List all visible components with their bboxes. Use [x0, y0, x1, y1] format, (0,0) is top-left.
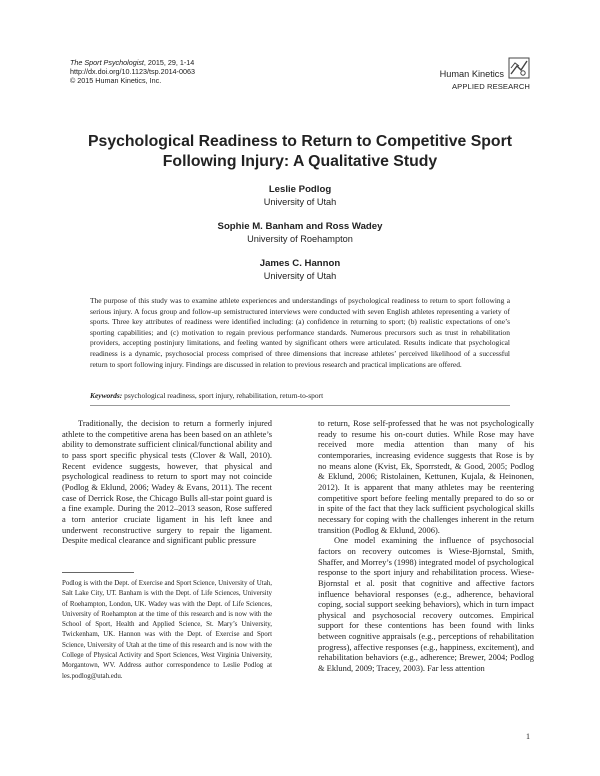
publisher-name: Human Kinetics: [439, 69, 504, 79]
author-2-affiliation: University of Roehampton: [247, 234, 353, 244]
copyright-line: © 2015 Human Kinetics, Inc.: [70, 76, 162, 85]
page-number: 1: [526, 732, 530, 741]
doi-link[interactable]: http://dx.doi.org/10.1123/tsp.2014-0063: [70, 67, 195, 76]
author-footnote: Podlog is with the Dept. of Exercise and Sport Science, University of Utah, Salt Lake City, UT. Banham is with the Dept. of Life Sciences, University of Roehampton, London, UK. Wadey was with the Dept. of Life Sciences, University of Roehampton at the time of this research and is now with the School of Sport, Health and Applied Science, St. Mary’s University, Twickenham, UK. Hannon was with the Dept. of Exercise and Sport Science, University of Utah at the time of this research and is now with the College of Physical Activity and Sport Sciences, West Virginia University, Morgantown, WV. Address author correspondence to Leslie Podlog at les.podlog@utah.edu.: [62, 579, 272, 680]
keywords-line: [90, 391, 510, 400]
author-1-affiliation: University of Utah: [263, 197, 337, 207]
publisher-block: [400, 57, 530, 91]
author-3-name: James C. Hannon: [259, 258, 341, 269]
body-paragraph: One model examining the influence of psychosocial factors on recovery outcomes is Wiese-Bjornstal, Smith, Shaffer, and Morrey’s (1998) integrated model of psychological response to the sport injury and rehabilitation process. Wiese-Bjornstal et al. posit that cognitive and affective factors influence behavioral responses (e.g., adherence, behavioral coping, social support seeking behaviors), which in turn impact physical and psychosocial recovery outcomes. Empirical support for these contentions has been found with links between cognitive appraisals (e.g., perceptions of rehabilitation progress), affective responses (e.g., happiness, excitement), and rehabilitation behaviors (e.g., adherence; Brewer, 2004; Podlog & Eklund, 2009; Tracey, 2003). Far less attention: [318, 535, 534, 674]
article-title: Psychological Readiness to Return to Competitive Sport Following Injury: A Qualitative Study: [88, 133, 512, 170]
journal-name: The Sport Psychologist: [70, 58, 144, 67]
body-paragraph: to return, Rose self-professed that he was not psychologically ready to resume his on-court duties. While Rose may have received more media attention than many of his contemporaries, increasing evidence suggests that Rose is by no means alone (Kvist, Ek, Sporrstedt, & Good, 2005; Podlog & Eklund, 2006; Ristolainen, Kettunen, Kujala, & Heinonen, 2012). It is apparent that many athletes may be reentering competitive sport before feeling mentally prepared to do so or in spite of the fact that they lack sufficient psychological skills necessary for coping with the challenges inherent in the return transition (Podlog & Eklund, 2006).: [318, 418, 534, 535]
journal-header: [70, 58, 195, 85]
body-paragraph: Traditionally, the decision to return a formerly injured athlete to the competitive arena has been based on an athlete’s ability to demonstrate sufficient clinical/functional ability and to pass sport specific physical tests (Clover & Wall, 2010). Recent evidence suggests, however, that physical and psychological readiness to return to sport may not coincide (Podlog & Eklund, 2006; Wadey & Evans, 2011). The recent case of Derrick Rose, the Chicago Bulls all-star point guard is a fine example. During the 2012–2013 season, Rose suffered a torn anterior cruciate ligament in his left knee and underwent reconstructive surgery to repair the ligament. Despite medical clearance and significant public pressure: [62, 418, 272, 546]
human-kinetics-logo-icon: [508, 57, 530, 79]
author-2-name: Sophie M. Banham and Ross Wadey: [217, 221, 383, 232]
journal-citation: , 2015, 29, 1-14: [143, 58, 195, 67]
body-column-left: [62, 418, 272, 546]
keywords-text: psychological readiness, sport injury, rehabilitation, return-to-sport: [124, 391, 324, 400]
abstract-divider: [90, 405, 510, 406]
section-label: APPLIED RESEARCH: [452, 82, 530, 91]
author-3-affiliation: University of Utah: [263, 271, 337, 281]
body-column-right: [318, 418, 534, 674]
abstract: The purpose of this study was to examine athlete experiences and understandings of psychological readiness to return to sport following a serious injury. A focus group and follow-up semistructured interviews were conducted with seven English athletes representing a variety of sports. Three key attributes of readiness were identified including: (a) confidence in returning to sport; (b) realistic expectations of one’s sporting capabilities; and (c) motivation to regain previous performance standards. Numerous precursors such as trust in rehabilitation providers, accepting postinjury limitations, and feeling wanted by significant others were articulated. Results indicate that psychological readiness is a dynamic, psychosocial process comprised of three dimensions that increase athletes’ perceived likelihood of a successful return to sport following injury. Findings are discussed in relation to previous research and practical implications are offered.: [90, 296, 510, 369]
keywords-label: Keywords:: [90, 391, 123, 400]
footnote-divider: [62, 572, 134, 573]
author-1-name: Leslie Podlog: [268, 184, 332, 195]
